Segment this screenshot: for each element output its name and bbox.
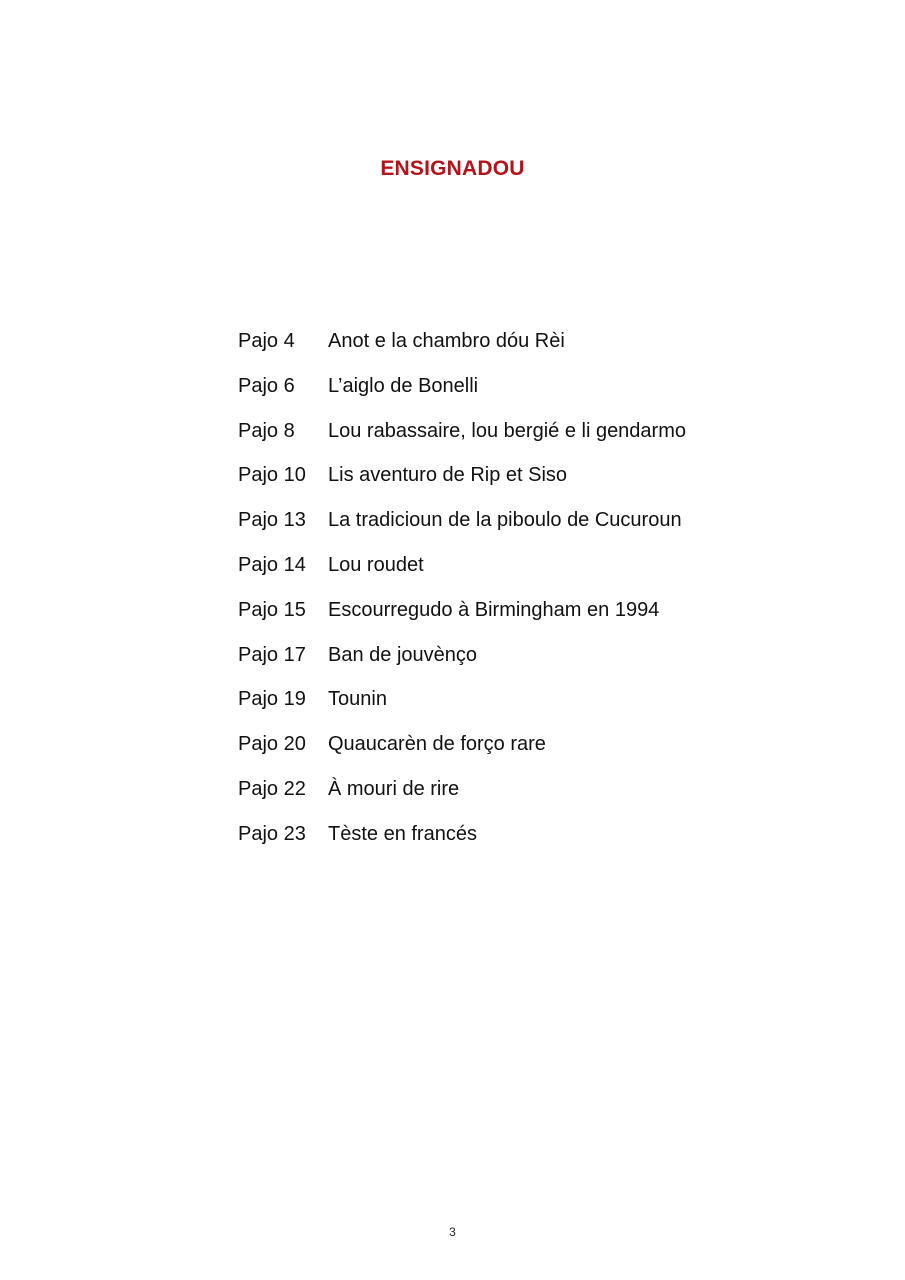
toc-page-ref: Pajo 19 bbox=[238, 688, 306, 711]
toc-entry-title: Lou roudet bbox=[328, 553, 424, 576]
toc-entry-title: La tradicioun de la piboulo de Cucuroun bbox=[328, 509, 682, 532]
toc-entry bbox=[238, 640, 838, 685]
toc-page-ref: Pajo 22 bbox=[238, 777, 306, 800]
toc-entry-title: Tounin bbox=[328, 688, 387, 711]
toc-entry-title: Quaucarèn de forço rare bbox=[328, 733, 546, 756]
toc-entry bbox=[238, 550, 838, 595]
toc-page-ref: Pajo 23 bbox=[238, 822, 306, 845]
toc-entry bbox=[238, 460, 838, 505]
toc-page-ref: Pajo 13 bbox=[238, 509, 306, 532]
toc-entry bbox=[238, 729, 838, 774]
toc-entry bbox=[238, 595, 838, 640]
toc-page-ref: Pajo 4 bbox=[238, 330, 295, 352]
toc-entry bbox=[238, 371, 838, 416]
toc-page-ref: Pajo 14 bbox=[238, 553, 306, 576]
page-number: 3 bbox=[449, 1225, 456, 1239]
toc-entry-title: Lou rabassaire, lou bergié e li gendarmo bbox=[328, 419, 686, 442]
toc-page-ref: Pajo 17 bbox=[238, 643, 306, 666]
toc-entry bbox=[238, 505, 838, 550]
toc-entry-title: Escourregudo à Birmingham en 1994 bbox=[328, 598, 660, 621]
toc-page-ref: Pajo 15 bbox=[238, 598, 306, 621]
toc-entry-title: Anot e la chambro dóu Rèi bbox=[328, 330, 565, 352]
toc-page-ref: Pajo 6 bbox=[238, 374, 295, 397]
toc-entry-title: Lis aventuro de Rip et Siso bbox=[328, 464, 568, 487]
toc-page-ref: Pajo 10 bbox=[238, 464, 306, 487]
toc-entry-title: À mouri de rire bbox=[328, 777, 460, 800]
toc-entry bbox=[238, 684, 838, 729]
toc-entry bbox=[238, 819, 838, 864]
toc-page-ref: Pajo 8 bbox=[238, 419, 295, 442]
toc-entry bbox=[238, 416, 838, 461]
toc-entry-title: Tèste en francés bbox=[328, 822, 477, 845]
table-of-contents bbox=[238, 326, 838, 864]
toc-entry bbox=[238, 326, 838, 371]
toc-entry-title: Ban de jouvènço bbox=[328, 643, 478, 666]
toc-entry bbox=[238, 774, 838, 819]
page-title: ENSIGNADOU bbox=[380, 157, 525, 180]
toc-page-ref: Pajo 20 bbox=[238, 733, 306, 756]
toc-entry-title: L’aiglo de Bonelli bbox=[328, 374, 479, 397]
